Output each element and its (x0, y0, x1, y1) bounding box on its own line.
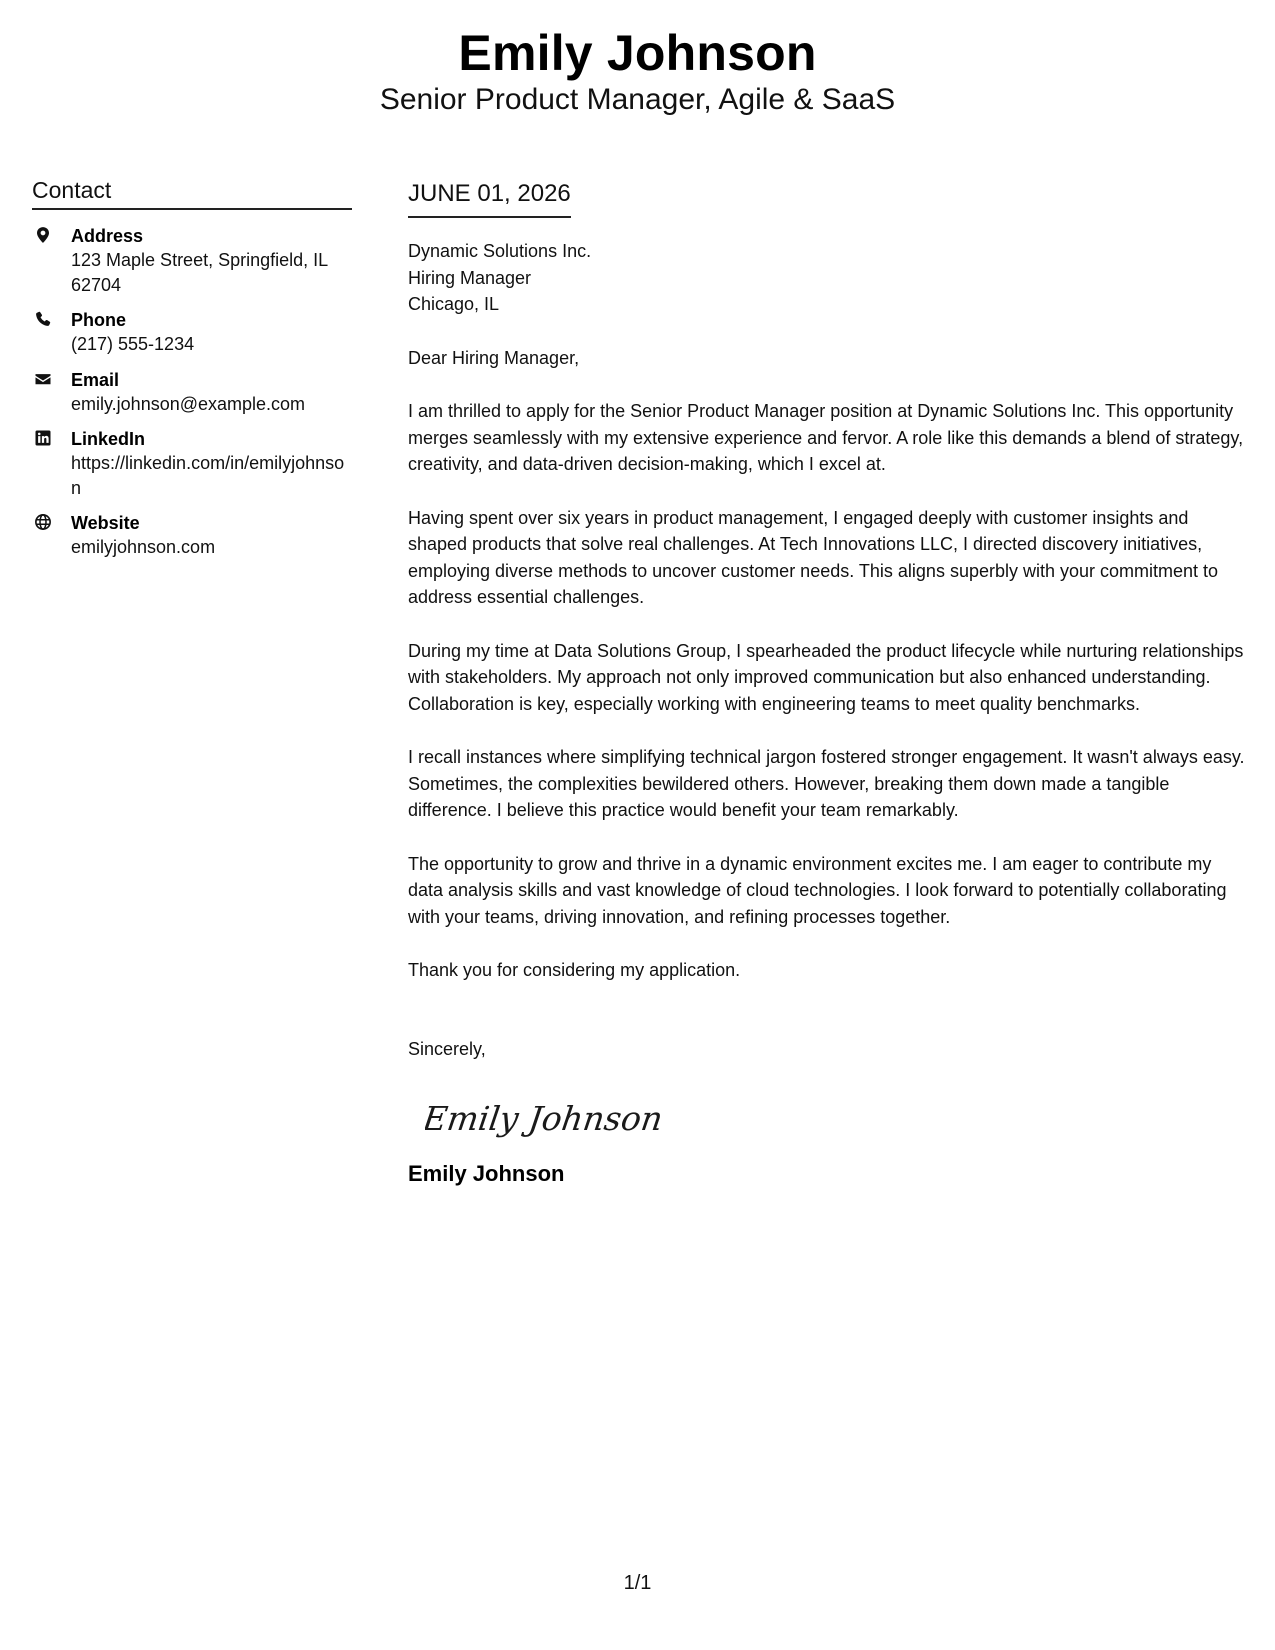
closing: Sincerely, (408, 1038, 486, 1059)
contact-value: 123 Maple Street, Springfield, IL 62704 (71, 250, 328, 295)
contact-linkedin (32, 427, 352, 500)
contact-label: Address (71, 226, 144, 246)
contact-value[interactable]: emilyjohnson.com (71, 537, 216, 557)
contact-sidebar (32, 175, 352, 571)
recipient-title: Hiring Manager (408, 267, 532, 288)
letter-paragraph: Thank you for considering my application. (408, 960, 741, 980)
recipient-company: Dynamic Solutions Inc. (408, 241, 592, 261)
letter-paragraph: I am thrilled to apply for the Senior Product Manager position at Dynamic Solutions Inc. This opportunity merges seamlessly with my extensive experience and fervor. A role like this demands a blend of strategy, creativity, and data-driven decision-making, which I excel at. (408, 401, 1244, 474)
applicant-name: Emily Johnson (458, 25, 817, 81)
signature (425, 1092, 1248, 1146)
contact-value[interactable]: https://linkedin.com/in/emilyjohnson (71, 453, 345, 498)
letter-body (408, 178, 1248, 1189)
letter-header (0, 22, 1275, 118)
signature-image (425, 1092, 665, 1146)
salutation: Dear Hiring Manager, (408, 347, 580, 368)
letter-paragraph: During my time at Data Solutions Group, I spearheaded the product lifecycle while nurturing relationships with stakeholders. My approach not only improved communication but also enhanced understanding. Collaboration is key, especially working with engineering teams to meet quality benchmarks. (408, 640, 1244, 714)
letter-date: JUNE 01, 2026 (408, 178, 571, 218)
contact-label: Email (71, 369, 120, 390)
phone-icon (34, 310, 52, 328)
contact-phone (32, 308, 352, 357)
contact-label: Phone (71, 310, 127, 330)
page-number: 1/1 (623, 1572, 652, 1594)
map-pin-icon (34, 226, 52, 244)
letter-paragraph: I recall instances where simplifying technical jargon fostered stronger engagement. It wasn't always easy. Sometimes, the complexities bewildered others. However, breaking them down made a tangible difference. I believe this practice would benefit your team remarkably. (408, 747, 1245, 820)
contact-label: Website (71, 513, 140, 533)
signer-name: Emily Johnson (408, 1160, 565, 1186)
letter-paragraph: Having spent over six years in product management, I engaged deeply with customer insights and shaped products that solve real challenges. At Tech Innovations LLC, I directed discovery initiatives, employing diverse methods to uncover customer needs. This aligns superbly with your commitment to address essential challenges. (408, 507, 1219, 607)
envelope-icon (34, 370, 52, 388)
contact-value[interactable]: emily.johnson@example.com (71, 393, 306, 414)
contact-address (32, 224, 352, 297)
contact-email (32, 368, 352, 417)
letter-paragraph: The opportunity to grow and thrive in a dynamic environment excites me. I am eager to contribute my data analysis skills and vast knowledge of cloud technologies. I look forward to potentially collaborating with your teams, driving innovation, and refining processes together. (408, 853, 1227, 927)
contact-list (32, 224, 352, 560)
recipient-block (408, 238, 1248, 318)
contact-value: (217) 555-1234 (71, 334, 195, 354)
signature-text: Emily Johnson (425, 1098, 665, 1138)
linkedin-icon (34, 429, 52, 447)
contact-website (32, 511, 352, 560)
applicant-title: Senior Product Manager, Agile & SaaS (379, 83, 896, 116)
contact-label: LinkedIn (71, 429, 146, 449)
letter-content (408, 345, 1248, 984)
recipient-location: Chicago, IL (408, 294, 500, 314)
contact-heading: Contact (32, 175, 352, 210)
globe-icon (34, 513, 52, 531)
